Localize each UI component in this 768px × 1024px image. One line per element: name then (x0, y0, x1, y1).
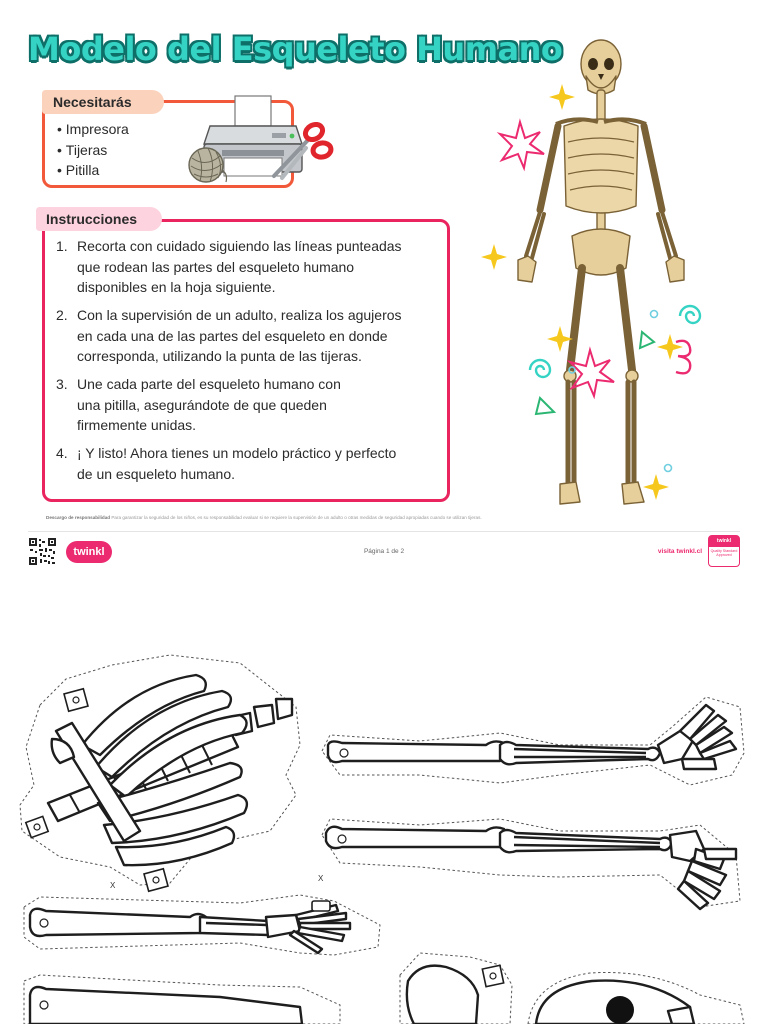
sparkle-icon (570, 350, 614, 396)
disclaimer (46, 515, 746, 520)
materials-list (57, 119, 129, 181)
step-text: ¡ Y listo! Ahora tienes un modelo práctico y perfecto (77, 445, 397, 461)
step-text: Une cada parte del esqueleto humano con (77, 376, 341, 392)
cut-mark: X (318, 874, 324, 883)
triangle-icon (536, 398, 554, 414)
step-number: 4. (56, 445, 68, 461)
step-text: firmemente unidas. (77, 417, 197, 433)
disclaimer-label: Descargo de responsabilidad (46, 515, 111, 520)
cut-mark: X (110, 881, 116, 890)
page-number: Página 1 de 2 (363, 548, 405, 555)
yarn-ball-icon (186, 144, 232, 186)
step-number: 3. (56, 376, 68, 392)
worksheet-title: Modelo del Esqueleto Humano (28, 30, 563, 68)
materials-item: • Pitilla (57, 160, 129, 181)
worksheet-page-2 (0, 635, 768, 1024)
site-link[interactable]: visita twinkl.cl (657, 548, 702, 555)
step-text: corresponda, utilizando la punta de las tijeras. (77, 348, 362, 364)
badge-subtitle: Quality Standard Approved (710, 549, 738, 558)
leg-cutout-upper (322, 697, 744, 785)
spiral-icon (530, 360, 550, 377)
sparkle-icon (500, 122, 544, 168)
scissors-icon (268, 118, 336, 182)
skull-cutout (528, 972, 744, 1024)
step-text: en cada una de las partes del esqueleto en donde (77, 327, 388, 344)
quality-badge-icon (708, 535, 740, 567)
leg-cutout-lower (318, 819, 740, 909)
materials-heading: Necesitarás (42, 90, 164, 114)
pelvis-cutout (400, 953, 512, 1024)
cutout-sheet (0, 635, 768, 1024)
step-text: de un esqueleto humano. (77, 465, 236, 482)
spiral-icon (680, 306, 700, 323)
twinkl-logo[interactable]: twinkl (66, 541, 112, 563)
torso-cutout (20, 655, 300, 891)
footer-divider (28, 531, 740, 532)
hand-cutout (266, 905, 350, 953)
step-number: 1. (56, 238, 68, 254)
sparkle-icon (643, 474, 669, 500)
step-number: 2. (56, 307, 68, 323)
step-text: Con la supervisión de un adulto, realiza los agujeros (77, 307, 402, 323)
triangle-icon (640, 332, 654, 348)
step-text: que rodean las partes del esqueleto humano (77, 258, 355, 275)
sparkle-icon (481, 244, 507, 270)
foot-upper (658, 705, 736, 769)
sparkle-icon (547, 326, 573, 352)
step-text: una pitilla, asegurándote de que queden (77, 396, 327, 413)
sparkle-icon (549, 84, 575, 110)
step-text: disponibles en la hoja siguiente. (77, 279, 276, 295)
materials-item: • Tijeras (57, 140, 129, 161)
materials-item: • Impresora (57, 119, 129, 140)
badge-title: twinkl (709, 536, 739, 547)
arm-cutout (24, 895, 380, 955)
foot-lower (670, 831, 736, 909)
page-gap (0, 575, 768, 635)
step-text: Recorta con cuidado siguiendo las líneas punteadas (77, 238, 402, 254)
disclaimer-text: Para garantizar la seguridad de los niños, es su responsabilidad evaluar si se requiere la supervisión de un adulto o otras medidas de seguridad apropiadas cuando se utilizan tijeras. (111, 515, 482, 520)
arm-cutout-lower (24, 975, 340, 1024)
decorative-doodles (480, 80, 716, 520)
instructions-heading: Instrucciones (36, 207, 162, 231)
